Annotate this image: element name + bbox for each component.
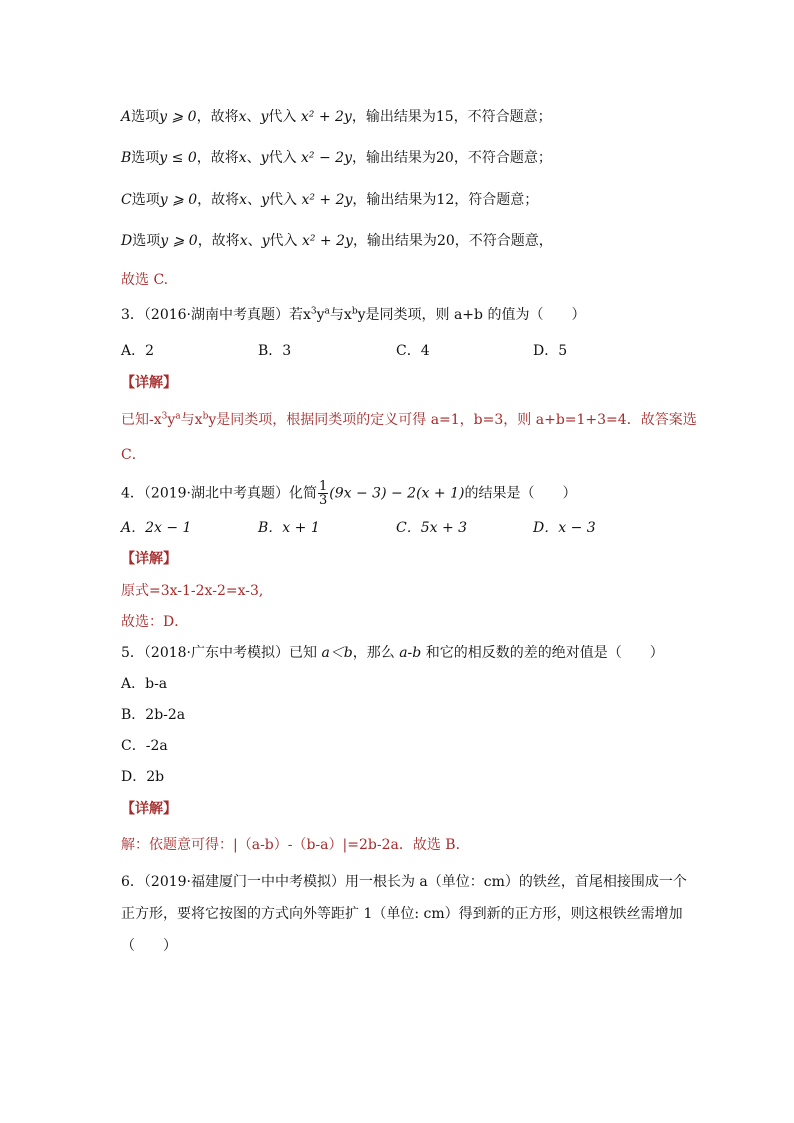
superscript: b — [351, 306, 358, 317]
q5-option-c: C．-2a — [121, 738, 168, 754]
text: ，故将 — [196, 150, 239, 166]
var-y: y — [260, 109, 269, 125]
text: 选项 — [132, 233, 161, 249]
solution-line-c — [121, 190, 538, 210]
superscript: b — [202, 411, 209, 422]
q3-option-a: A．2 — [121, 343, 155, 359]
text: ，不符合题意； — [453, 150, 552, 166]
text: y — [316, 307, 325, 323]
text: 已知-x — [121, 412, 162, 428]
text: 代入 — [268, 150, 297, 166]
condition: y ⩾ 0 — [159, 192, 198, 208]
condition: y ≤ 0 — [159, 150, 197, 166]
option-letter: B — [121, 150, 132, 166]
text: 的结果是（ ） — [464, 485, 577, 502]
text: 选项 — [131, 192, 160, 208]
text: 代入 — [269, 233, 298, 249]
var-y: y — [261, 233, 270, 249]
text: ，输出结果为 — [352, 233, 437, 249]
condition: a＜b — [321, 645, 353, 661]
superscript: a — [324, 306, 330, 317]
q3-option-c: C．4 — [396, 343, 430, 359]
text: 、 — [246, 109, 261, 125]
text: y是同类项，则 a+b 的值为（ ） — [357, 307, 586, 323]
expression: x² − 2y — [301, 150, 352, 166]
solution-line-d — [121, 231, 553, 251]
question-3-stem — [121, 305, 585, 325]
question-6-line-1: 6．（2019·福建厦门一中中考模拟）用一根长为 a（单位：cm）的铁丝，首尾相接围成一个 — [121, 874, 687, 890]
question-5-stem — [121, 643, 664, 663]
condition: y ⩾ 0 — [160, 233, 198, 249]
numerator: 1 — [319, 479, 328, 494]
text: 和它的相反数的差的绝对值是（ ） — [421, 645, 664, 661]
q4-option-c: C．5x + 3 — [396, 520, 468, 536]
q4-detail-heading: 【详解】 — [121, 551, 177, 567]
q3-detail-heading: 【详解】 — [121, 375, 177, 391]
text: ，故将 — [197, 233, 240, 249]
expression: a-b — [399, 645, 422, 661]
text: ，那么 — [352, 645, 400, 661]
q4-answer-1: 原式=3x-1-2x-2=x-3, — [121, 583, 264, 599]
text: 代入 — [268, 109, 297, 125]
result-value: 15 — [435, 109, 454, 125]
text: 与x — [180, 412, 203, 428]
solution-line-b — [121, 148, 552, 168]
superscript: 3 — [161, 411, 168, 422]
q3-answer-cont: C． — [121, 447, 146, 463]
var-x: x — [239, 233, 248, 249]
question-4-stem — [121, 480, 576, 507]
result-value: 12 — [436, 192, 455, 208]
text: y — [167, 412, 176, 428]
superscript: a — [175, 411, 181, 422]
text: 、 — [247, 233, 262, 249]
question-6-line-3: （ ） — [121, 938, 177, 954]
q3-option-d: D．5 — [533, 343, 568, 359]
condition: y ⩾ 0 — [159, 109, 197, 125]
var-x: x — [238, 150, 247, 166]
text: ，输出结果为 — [351, 109, 436, 125]
expression: x² + 2y — [301, 233, 353, 249]
q3-answer — [121, 410, 697, 430]
text: 选项 — [131, 150, 160, 166]
text: ，符合题意； — [454, 192, 539, 208]
text: ，输出结果为 — [352, 192, 437, 208]
var-x: x — [239, 192, 248, 208]
text: 4．（2019·湖北中考真题）化简 — [121, 485, 317, 502]
option-letter: A — [121, 109, 132, 125]
q4-option-d: D．x − 3 — [533, 520, 596, 536]
q5-option-a: A．b-a — [121, 676, 168, 692]
q5-detail-heading: 【详解】 — [121, 801, 177, 817]
q5-option-b: B．2b-2a — [121, 707, 186, 723]
denominator: 3 — [319, 493, 328, 508]
q3-option-b: B．3 — [258, 343, 292, 359]
q4-option-b: B．x + 1 — [258, 520, 320, 536]
solution-line-a — [121, 107, 552, 127]
text: y是同类项，根据同类项的定义可得 a=1，b=3，则 a+b=1+3=4．故答案选 — [208, 412, 697, 428]
question-6-line-2: 正方形，要将它按图的方式向外等距扩 1（单位: cm）得到新的正方形，则这根铁丝需增加 — [121, 906, 683, 922]
option-letter: D — [121, 233, 133, 249]
q5-option-d: D．2b — [121, 769, 165, 785]
result-value: 20 — [436, 233, 455, 249]
expression: x² + 2y — [300, 109, 352, 125]
text: 3．（2016·湖南中考真题）若x — [121, 307, 311, 323]
q4-option-a: A．2x − 1 — [121, 520, 192, 536]
q5-answer: 解：依题意可得：|（a-b）-（b-a）|=2b-2a．故选 B． — [121, 837, 470, 853]
text: 代入 — [269, 192, 297, 208]
text: 选项 — [131, 109, 160, 125]
result-value: 20 — [436, 150, 454, 166]
solution-conclusion: 故选 C. — [121, 272, 169, 288]
text: ，输出结果为 — [352, 150, 436, 166]
superscript: 3 — [310, 306, 317, 317]
text: ，故将 — [196, 109, 239, 125]
var-y: y — [260, 150, 269, 166]
var-y: y — [261, 192, 269, 208]
text: ，故将 — [197, 192, 240, 208]
q4-answer-2: 故选：D． — [121, 614, 189, 630]
fraction — [318, 480, 328, 507]
text: 5．（2018·广东中考模拟）已知 — [121, 645, 322, 661]
text: 、 — [246, 150, 261, 166]
text: 、 — [247, 192, 262, 208]
expression: x² + 2y — [301, 192, 353, 208]
var-x: x — [238, 109, 247, 125]
expression: (9x − 3) − 2(x + 1) — [329, 485, 465, 502]
text: ，不符合题意， — [454, 233, 553, 249]
option-letter: C — [121, 192, 132, 208]
text: 与x — [329, 307, 352, 323]
text: ，不符合题意； — [453, 109, 552, 125]
